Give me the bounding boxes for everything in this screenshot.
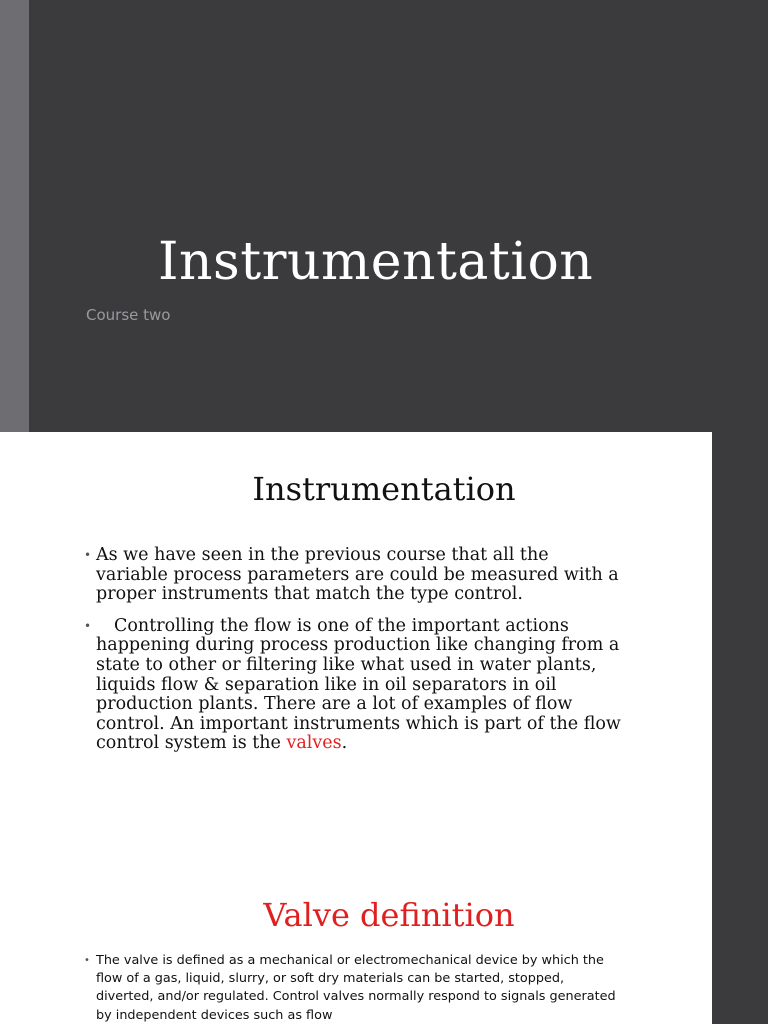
bullet-icon: • (84, 955, 90, 966)
list-item (84, 617, 624, 754)
bullet-list (84, 952, 624, 1024)
slide-title: Instrumentation (158, 232, 594, 292)
bullet-icon: • (84, 618, 92, 633)
highlight-text: valves (286, 733, 342, 754)
slide-subtitle: Course two (86, 306, 171, 324)
bullet-text: As we have seen in the previous course that all the variable process parameters are could be measured with a proper instruments that match the type control. (96, 545, 619, 605)
bullet-text: Controlling the flow is one of the important actions happening during process production like changing from a state to other or filtering like what used in water plants, liquids flow & separation like in oil separators in oil production plants. There are a lot of examples of flow control. An important instruments which is part of the flow control system is the (96, 615, 621, 754)
list-item (84, 546, 624, 605)
title-slide (0, 0, 768, 432)
content-slide-valve-definition (0, 866, 768, 1024)
bullet-list (84, 546, 624, 766)
slide-accent-bar (0, 0, 29, 432)
bullet-text: The valve is defined as a mechanical or electromechanical device by which the flow of a gas, liquid, slurry, or soft dry materials can be started, stopped, diverted, and/or regulated. Control valves normally respond to signals generated by independent devices such as flow (96, 953, 616, 1023)
slide-heading: Instrumentation (252, 470, 516, 508)
list-item (84, 952, 624, 1024)
slide-heading: Valve definition (263, 896, 515, 934)
bullet-icon: • (84, 548, 92, 562)
highlight-suffix: . (341, 733, 348, 754)
slide-side-bar (712, 866, 768, 1024)
content-slide-instrumentation (0, 432, 768, 866)
